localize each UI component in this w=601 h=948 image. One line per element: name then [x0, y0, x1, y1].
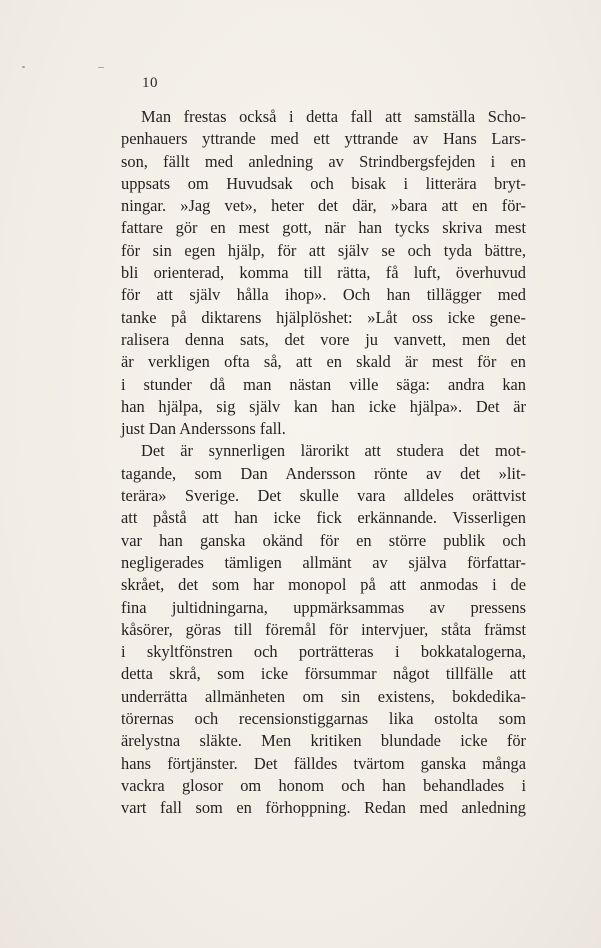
paper-speck	[98, 67, 104, 68]
text-line: är verkligen ofta så, att en skald är mest för en	[121, 352, 526, 372]
text-line: ärelystna släkte. Men kritiken blundade icke för	[121, 731, 526, 751]
text-line: för sin egen hjälp, för att själv se och tyda bättre,	[121, 240, 526, 260]
page-number: 10	[142, 75, 158, 91]
text-line: skrået, det som har monopol på att anmodas i de	[121, 575, 526, 595]
body-text	[121, 106, 526, 820]
text-line: bli orienterad, komma till rätta, få luft, överhuvud	[121, 263, 526, 283]
text-line: vart fall som en förhoppning. Redan med anledning	[121, 798, 526, 818]
text-line: i stunder då man nästan ville säga: andra kan	[121, 374, 526, 394]
text-line: son, fällt med anledning av Strindbergsfejden i en	[121, 151, 526, 171]
text-line: penhauers yttrande med ett yttrande av Hans Lars-	[121, 129, 526, 149]
text-line: i skyltfönstren och porträtteras i bokkatalogerna,	[121, 642, 526, 662]
text-line: hans förtjänster. Det fälldes tvärtom ganska många	[121, 753, 526, 773]
text-line: Man frestas också i detta fall att samställa Scho-	[141, 107, 526, 126]
text-line: fina jultidningarna, uppmärksammas av pressens	[121, 597, 526, 617]
text-line: han hjälpa, sig själv kan han icke hjälpa». Det är	[121, 396, 526, 416]
text-line: detta skrå, som icke försummar något tillfälle att	[121, 664, 526, 684]
text-line: negligerades tämligen allmänt av själva författar-	[121, 552, 526, 572]
text-line: tagande, som Dan Andersson rönte av det »lit-	[121, 463, 526, 483]
text-line: vackra glosor om honom och han behandlades i	[121, 775, 526, 795]
text-line: törernas och recensionstiggarnas lika ostolta som	[121, 709, 526, 729]
text-line: ningar. »Jag vet», heter det där, »bara att en för-	[121, 196, 526, 216]
text-line: var han ganska okänd för en större publik och	[121, 530, 526, 550]
text-line: fattare gör en mest gott, när han tycks skriva mest	[121, 218, 526, 238]
text-line: tanke på diktarens hjälplöshet: »Låt oss icke gene-	[121, 307, 526, 327]
text-line: kåsörer, göras till föremål för intervjuer, ståta främst	[121, 619, 526, 639]
paper-speck	[22, 66, 25, 68]
text-line: Det är synnerligen lärorikt att studera det mot-	[141, 441, 526, 461]
text-line: just Dan Anderssons fall.	[121, 419, 286, 439]
text-line: terära» Sverige. Det skulle vara alldeles orättvist	[121, 486, 526, 506]
text-line: uppsats om Huvudsak och bisak i litterära bryt-	[121, 173, 526, 193]
text-line: att påstå att han icke fick erkännande. Visserligen	[121, 508, 526, 528]
text-line: ralisera denna sats, det vore ju vanvett, men det	[121, 329, 526, 349]
text-line: för att själv hålla ihop». Och han tillägger med	[121, 285, 526, 305]
text-line: underrätta allmänheten om sin existens, bokdedika-	[121, 686, 526, 706]
